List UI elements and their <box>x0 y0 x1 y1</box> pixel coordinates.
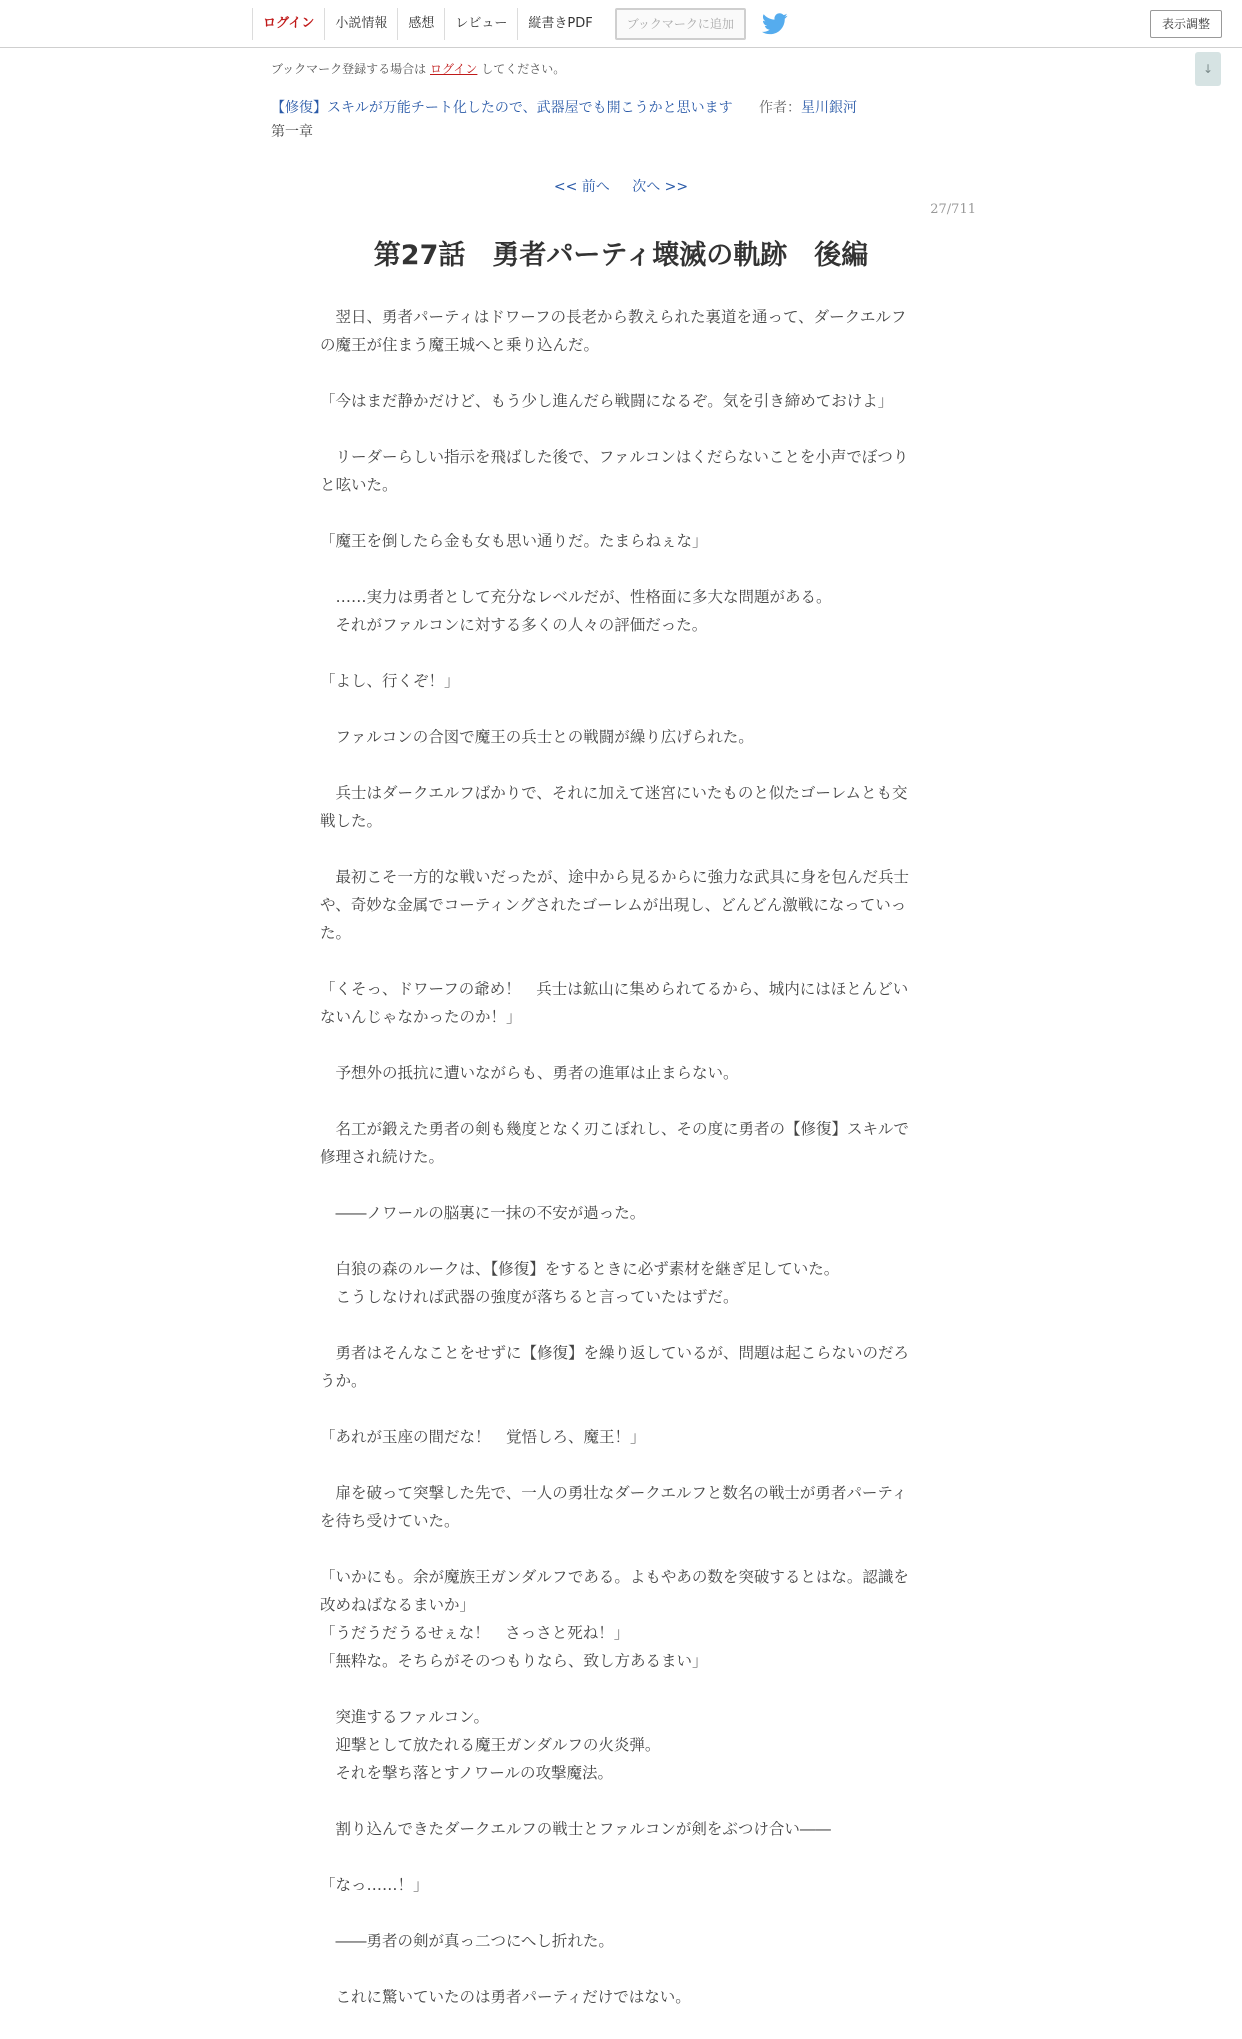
episode-count: 27/711 <box>930 202 976 217</box>
episode-title: 第27話 勇者パーティ壊滅の軌跡 後編 <box>373 240 869 271</box>
body-line: 勇者はそんなことをせずに【修復】を繰り返しているが、問題は起こらないのだろうか。 <box>320 1344 910 1390</box>
body-line: リーダーらしい指示を飛ばした後で、ファルコンはくだらないことを小声でぼつりと呟いた。 <box>320 448 909 494</box>
body-line: 突進するファルコン。 <box>320 1708 489 1726</box>
body-line: 「なっ……！」 <box>320 1876 429 1894</box>
bookmark-login-link[interactable]: ログイン <box>430 62 478 76</box>
body-paragraph <box>320 1115 916 1171</box>
twitter-icon[interactable] <box>762 13 788 35</box>
body-paragraph <box>320 1703 916 1787</box>
body-line: ――勇者の剣が真っ二つにへし折れた。 <box>320 1932 614 1950</box>
nav-login[interactable]: ログイン <box>252 8 324 40</box>
body-line: 「くそっ、ドワーフの爺め！ 兵士は鉱山に集められてるから、城内にはほとんどいないんじゃなかったのか！」 <box>320 980 909 1026</box>
body-line: ファルコンの合図で魔王の兵士との戦闘が繰り広げられた。 <box>320 728 754 746</box>
nav-impressions[interactable]: 感想 <box>397 8 444 40</box>
body-line: 「今はまだ静かだけど、もう少し進んだら戦闘になるぞ。気を引き締めておけよ」 <box>320 392 894 410</box>
author-label: 作者： <box>759 100 802 116</box>
body-paragraph <box>320 1059 916 1087</box>
body-line: ……実力は勇者として充分なレベルだが、性格面に多大な問題がある。 <box>320 588 832 606</box>
main-nav <box>252 8 788 40</box>
body-line: それを撃ち落とすノワールの攻撃魔法。 <box>320 1764 613 1782</box>
body-line: 「無粋な。そちらがそのつもりなら、致し方あるまい」 <box>320 1652 708 1670</box>
body-paragraph <box>320 1871 916 1899</box>
bookmark-note-suffix: してください。 <box>481 62 566 76</box>
body-line: 最初こそ一方的な戦いだったが、途中から見るからに強力な武具に身を包んだ兵士や、奇妙な金属でコーティングされたゴーレムが出現し、どんどん激戦になっていった。 <box>320 868 910 942</box>
body-line: 兵士はダークエルフばかりで、それに加えて迷宮にいたものと似たゴーレムとも交戦した。 <box>320 784 908 830</box>
body-paragraph <box>320 1199 916 1227</box>
top-navigation-bar <box>0 0 1242 48</box>
author-link[interactable]: 星川銀河 <box>801 100 858 116</box>
prev-episode-link[interactable]: << 前へ <box>553 179 610 195</box>
nav-novel-info[interactable]: 小説情報 <box>324 8 397 40</box>
body-paragraph <box>320 387 916 415</box>
body-line: 「よし、行くぞ！」 <box>320 672 460 690</box>
body-paragraph <box>320 667 916 695</box>
body-line: それがファルコンに対する多くの人々の評価だった。 <box>320 616 708 634</box>
novel-header <box>271 97 857 117</box>
novel-title-link[interactable]: 【修復】スキルが万能チート化したので、武器屋でも開こうかと思います <box>271 100 733 116</box>
body-line: 「うだうだうるせぇな！ さっさと死ね！」 <box>320 1624 630 1642</box>
body-line: 「あれが玉座の間だな！ 覚悟しろ、魔王！」 <box>320 1428 646 1446</box>
nav-review[interactable]: レビュー <box>444 8 517 40</box>
body-paragraph <box>320 1479 916 1535</box>
body-line: 「いかにも。余が魔族王ガンダルフである。よもやあの数を突破するとはな。認識を改めねばなるまいか」 <box>320 1568 909 1614</box>
body-paragraph <box>320 1983 916 2011</box>
episode-body <box>320 303 916 2039</box>
body-line: これに驚いていたのは勇者パーティだけではない。 <box>320 1988 691 2006</box>
body-paragraph <box>320 779 916 835</box>
chapter-title: 第一章 <box>271 124 313 140</box>
body-paragraph <box>320 1927 916 1955</box>
body-paragraph <box>320 723 916 751</box>
body-paragraph <box>320 1339 916 1395</box>
body-line: 「魔王を倒したら金も女も思い通りだ。たまらねぇな」 <box>320 532 708 550</box>
body-paragraph <box>320 1815 916 1843</box>
episode-pager <box>0 176 1242 196</box>
body-line: 翌日、勇者パーティはドワーフの長老から教えられた裏道を通って、ダークエルフの魔王が住まう魔王城へと乗り込んだ。 <box>320 308 907 354</box>
body-paragraph <box>320 443 916 499</box>
next-episode-link[interactable]: 次へ >> <box>632 179 689 195</box>
body-paragraph <box>320 303 916 359</box>
body-paragraph <box>320 1423 916 1451</box>
display-settings-button[interactable]: 表示調整 <box>1150 10 1222 38</box>
bookmark-note <box>271 60 565 77</box>
body-paragraph <box>320 1255 916 1311</box>
body-line: 割り込んできたダークエルフの戦士とファルコンが剣をぶつけ合い―― <box>320 1820 831 1838</box>
body-paragraph <box>320 863 916 947</box>
body-line: 予想外の抵抗に遭いながらも、勇者の進軍は止まらない。 <box>320 1064 739 1082</box>
body-line: 迎撃として放たれる魔王ガンダルフの火炎弾。 <box>320 1736 661 1754</box>
body-line: 白狼の森のルークは、【修復】をするときに必ず素材を継ぎ足していた。 <box>320 1260 840 1278</box>
body-paragraph <box>320 527 916 555</box>
scroll-down-button[interactable]: ↓ <box>1195 52 1221 86</box>
body-line: 扉を破って突撃した先で、一人の勇壮なダークエルフと数名の戦士が勇者パーティを待ち受けていた。 <box>320 1484 908 1530</box>
bookmark-note-prefix: ブックマーク登録する場合は <box>271 62 427 76</box>
body-paragraph <box>320 1563 916 1675</box>
body-line: ――ノワールの脳裏に一抹の不安が過った。 <box>320 1204 646 1222</box>
body-paragraph <box>320 975 916 1031</box>
body-line: 名工が鍛えた勇者の剣も幾度となく刃こぼれし、その度に勇者の【修復】スキルで修理され続けた。 <box>320 1120 909 1166</box>
add-bookmark-button[interactable]: ブックマークに追加 <box>615 8 746 40</box>
nav-vertical-pdf[interactable]: 縦書きPDF <box>517 8 602 40</box>
body-paragraph <box>320 583 916 639</box>
body-line: こうしなければ武器の強度が落ちると言っていたはずだ。 <box>320 1288 739 1306</box>
